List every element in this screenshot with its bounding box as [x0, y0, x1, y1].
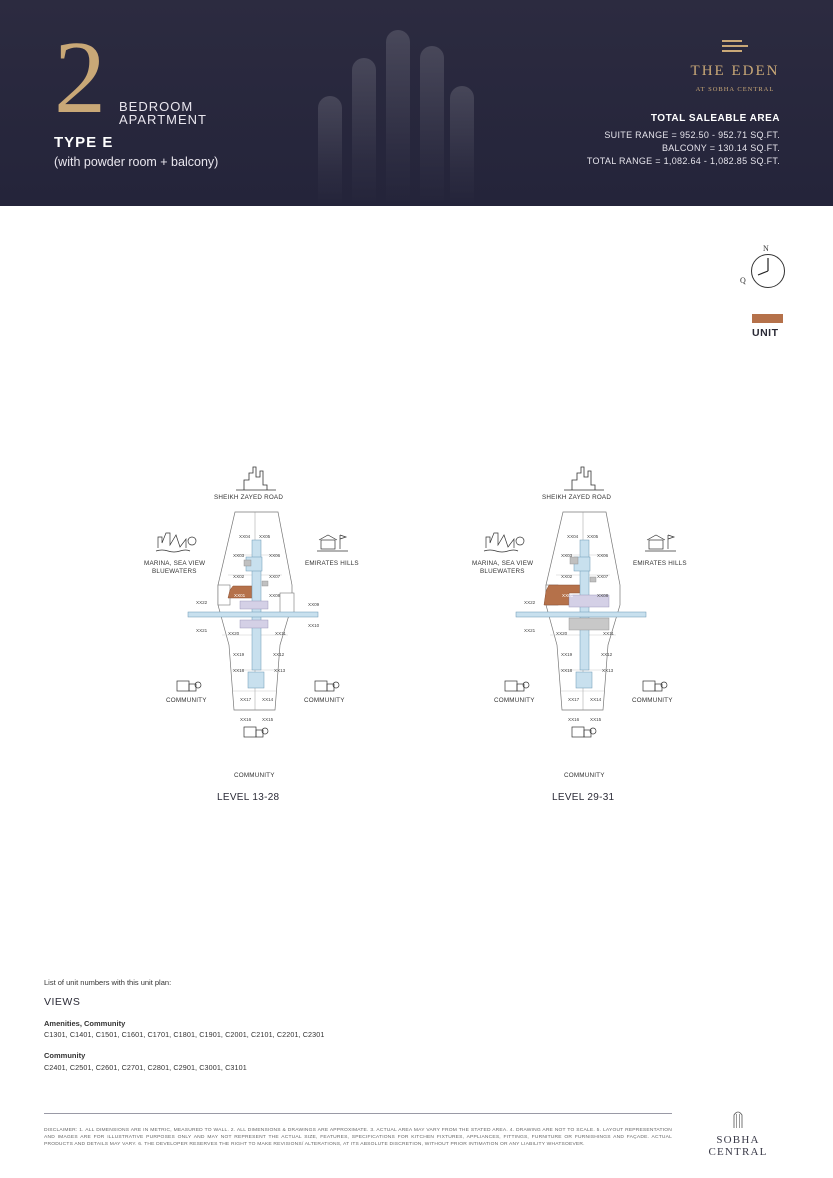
unit-label: XX17	[240, 697, 252, 702]
unit-label: XX04	[567, 534, 579, 539]
unit-label: XX04	[239, 534, 251, 539]
label-bluewaters: BLUEWATERS	[480, 568, 525, 575]
unit-legend-label: UNIT	[752, 327, 779, 339]
unit-label: XX14	[590, 697, 602, 702]
unit-label-highlighted: XX01	[562, 593, 574, 598]
unit-label: XX14	[262, 697, 274, 702]
label-community-right: COMMUNITY	[632, 697, 673, 704]
unit-label: XX06	[269, 553, 281, 558]
community-icon-left	[505, 681, 529, 691]
views-heading: VIEWS	[44, 996, 81, 1008]
unit-label: XX13	[602, 668, 614, 673]
unit-label-highlighted: XX01	[234, 593, 246, 598]
view-group-units: C1301, C1401, C1501, C1601, C1701, C1801, C1901, C2001, C2101, C2201, C2301	[44, 1030, 325, 1039]
community-icon-bottom	[572, 727, 596, 737]
floor-plate-drawing	[450, 465, 720, 810]
unit-label: XX18	[233, 668, 245, 673]
brand-title: THE EDEN	[690, 63, 780, 79]
unit-type: TYPE E	[54, 134, 114, 151]
area-title: TOTAL SALEABLE AREA	[650, 113, 780, 124]
unit-label: XX21	[524, 628, 536, 633]
unit-label: XX03	[233, 553, 245, 558]
unit-label: XX19	[561, 652, 573, 657]
villa-icon	[645, 535, 676, 551]
unit-label: XX20	[228, 631, 240, 636]
sobha-logo-icon	[733, 1110, 743, 1128]
unit-label: XX20	[556, 631, 568, 636]
unit-label: XX12	[601, 652, 613, 657]
bedroom-label: BEDROOM	[119, 99, 194, 114]
label-sheikh-zayed-road: SHEIKH ZAYED ROAD	[214, 494, 284, 501]
brand-subtitle: AT SOBHA CENTRAL	[695, 86, 775, 93]
eden-logo-icon	[722, 40, 748, 54]
label-marina-sea-view: MARINA, SEA VIEW	[144, 560, 206, 567]
label-emirates-hills: EMIRATES HILLS	[305, 560, 359, 567]
label-community-bottom: COMMUNITY	[234, 772, 275, 779]
compass-north-label: N	[763, 244, 769, 253]
unit-label: XX19	[233, 652, 245, 657]
header-banner	[0, 0, 833, 206]
apartment-label: APARTMENT	[119, 112, 207, 127]
label-community-bottom: COMMUNITY	[564, 772, 605, 779]
marina-icon	[156, 533, 196, 552]
unit-label: XX12	[273, 652, 285, 657]
unit-label: XX05	[259, 534, 271, 539]
unit-label: XX07	[269, 574, 281, 579]
villa-icon	[317, 535, 348, 551]
unit-type-note: (with powder room + balcony)	[54, 155, 219, 169]
unit-label: XX11	[275, 631, 286, 636]
unit-label: XX13	[274, 668, 286, 673]
unit-label: XX08	[269, 593, 281, 598]
unit-legend-swatch	[752, 314, 783, 323]
level-label: LEVEL 13-28	[217, 792, 280, 803]
footer-divider	[44, 1113, 672, 1114]
unit-label: XX16	[240, 717, 252, 722]
saleable-area-block	[587, 113, 780, 168]
tower-graphic	[300, 20, 480, 206]
view-group-title: Amenities, Community	[44, 1019, 126, 1028]
unit-label: XX09	[308, 602, 320, 607]
total-range: TOTAL RANGE = 1,082.64 - 1,082.85 SQ.FT.	[586, 156, 780, 166]
skyline-icon	[564, 467, 604, 490]
unit-label: XX18	[561, 668, 573, 673]
compass-q-label: Q	[740, 276, 746, 285]
unit-label: XX17	[568, 697, 580, 702]
unit-label: XX07	[597, 574, 609, 579]
view-group-title: Community	[44, 1051, 86, 1060]
label-community-left: COMMUNITY	[166, 697, 207, 704]
unit-label: XX15	[262, 717, 274, 722]
unit-label: XX02	[233, 574, 245, 579]
key-plan-level-13-28	[122, 465, 392, 810]
marina-icon	[484, 533, 524, 552]
compass-icon	[750, 253, 786, 289]
label-marina-sea-view: MARINA, SEA VIEW	[472, 560, 534, 567]
unit-label: XX22	[196, 600, 208, 605]
label-community-right: COMMUNITY	[304, 697, 345, 704]
view-group-units: C2401, C2501, C2601, C2701, C2801, C2901, C3001, C3101	[44, 1063, 247, 1072]
level-label: LEVEL 29-31	[552, 792, 615, 803]
bedroom-count: 2	[54, 20, 106, 135]
floor-plate-drawing	[122, 465, 392, 810]
unit-label: XX10	[308, 623, 320, 628]
unit-label: XX08	[597, 593, 609, 598]
label-sheikh-zayed-road: SHEIKH ZAYED ROAD	[542, 494, 612, 501]
sobha-central-brand: SOBHA CENTRAL	[708, 1134, 768, 1158]
label-emirates-hills: EMIRATES HILLS	[633, 560, 687, 567]
unit-label: XX22	[524, 600, 536, 605]
unit-label: XX11	[603, 631, 614, 636]
label-community-left: COMMUNITY	[494, 697, 535, 704]
community-icon-left	[177, 681, 201, 691]
unit-list-intro: List of unit numbers with this unit plan:	[44, 978, 172, 987]
balcony-area: BALCONY = 130.14 SQ.FT.	[661, 143, 780, 153]
community-icon-right	[643, 681, 667, 691]
label-bluewaters: BLUEWATERS	[152, 568, 197, 575]
unit-label: XX21	[196, 628, 208, 633]
skyline-icon	[236, 467, 276, 490]
unit-label: XX15	[590, 717, 602, 722]
unit-label: XX06	[597, 553, 609, 558]
unit-label: XX16	[568, 717, 580, 722]
disclaimer-text: DISCLAIMER: 1. ALL DIMENSIONS ARE IN METRIC, MEASURED TO WALL. 2. ALL DIMENSIONS & DRAWINGS ARE APPROXIMATE. 3. ACTUAL AREA MAY VARY FROM THE STATED AREA. 4. DRAWING ARE NOT TO SCALE. 5. LAYOUT REPRESENTATION AND IMAGES ARE FOR ILLUSTRATIVE PURPOSES ONLY AND MAY NOT REPRESENT THE ACTUAL SIZE, FEATURES, SPECIFICATIONS FOR KITCHEN FIXTURES, APPLIANCES, FITTINGS, FURNITURE OR FURNISHINGS AND FAÇADE. ACTUAL PRODUCTS AND DETAILS MAY VARY. 6. THE DEVELOPER RESERVES THE RIGHT TO MAKE REVISIONS/ ALTERATIONS, AT ITS ABSOLUTE DISCRETION, WITHOUT PRIOR INTIMATION OR ANY LIABILITY WHATSOEVER.	[44, 1128, 672, 1147]
unit-label: XX02	[561, 574, 573, 579]
community-icon-right	[315, 681, 339, 691]
community-icon-bottom	[244, 727, 268, 737]
unit-label: XX05	[587, 534, 599, 539]
key-plan-level-29-31	[450, 465, 720, 810]
suite-range: SUITE RANGE = 952.50 - 952.71 SQ.FT.	[604, 130, 780, 140]
unit-label: XX03	[561, 553, 573, 558]
